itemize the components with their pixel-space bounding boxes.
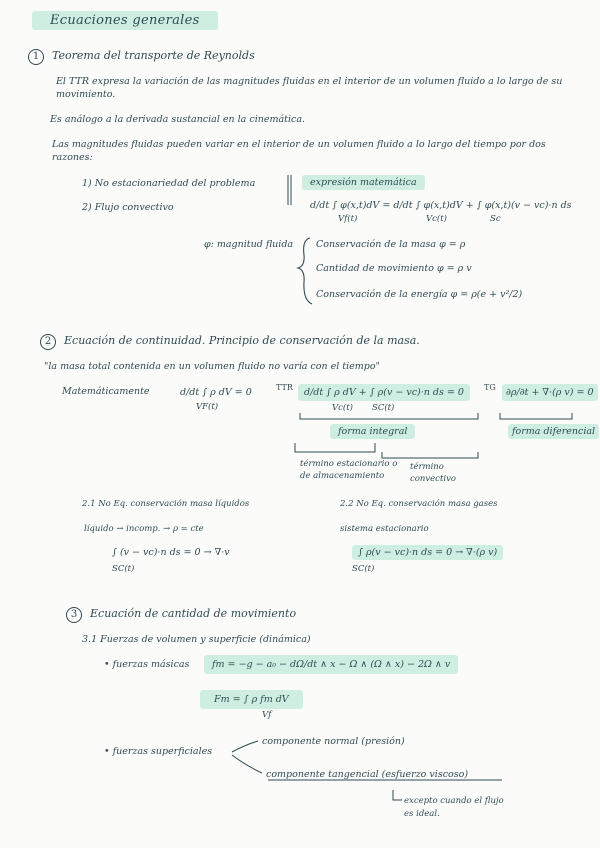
ttr-equation: d/dt ∫ φ(x,t)dV = d/dt ∫ φ(x,t)dV + ∫ φ(x,t)(v − vc)·n ds xyxy=(310,200,572,211)
equation-subscript: SC(t) xyxy=(372,403,395,413)
section-number: 1 xyxy=(28,49,44,65)
section-2-heading xyxy=(40,334,420,350)
equation: ∫ ρ(v − vc)·n ds = 0 → ∇·(ρ v) xyxy=(352,545,503,560)
highlight-label: expresión matemática xyxy=(302,175,425,190)
text-line: líquido → incomp. → ρ = cte xyxy=(84,524,204,534)
page-title: Ecuaciones generales xyxy=(32,11,218,30)
equation-subscript: Vc(t) xyxy=(332,403,353,413)
equation-subscript: SC(t) xyxy=(352,564,375,574)
paragraph: Es análogo a la derivada sustancial en la cinemática. xyxy=(50,114,306,125)
paragraph: El TTR expresa la variación de las magnitudes fluidas en el interior de un volumen fluido a lo largo de su movimiento. xyxy=(56,76,563,100)
term-label: término estacionario o de almacenamiento xyxy=(300,459,398,481)
equation: d/dt ∫ ρ dV = 0 xyxy=(180,387,252,398)
bullet-item: Cantidad de movimiento φ = ρ v xyxy=(316,263,472,274)
equation-text: ∫ (v − vc)·n ds = 0 → ∇·v xyxy=(112,547,230,558)
section-title: Ecuación de cantidad de movimiento xyxy=(90,607,297,620)
equation-integral: d/dt ∫ ρ dV + ∫ ρ(v − vc)·n ds = 0 xyxy=(298,384,470,401)
ttr-label: TTR xyxy=(276,383,293,392)
equation-subscript: VF(t) xyxy=(196,402,219,412)
label: • fuerzas superficiales xyxy=(104,746,213,757)
section-title: Teorema del transporte de Reynolds xyxy=(52,49,255,62)
equation: fm = −g − a₀ − dΩ/dt ∧ x − Ω ∧ (Ω ∧ x) − 2Ω ∧ v xyxy=(204,655,458,674)
label: • fuerzas másicas xyxy=(104,659,190,670)
reason-item: 2) Flujo convectivo xyxy=(82,202,174,213)
note: excepto cuando el flujo es ideal. xyxy=(404,796,504,819)
quote: "la masa total contenida en un volumen fluido no varía con el tiempo" xyxy=(44,361,380,372)
text-line: sistema estacionario xyxy=(340,524,429,534)
equation-subscript: Vc(t) xyxy=(426,214,447,224)
equation-subscript: Sc xyxy=(490,214,501,224)
section-number: 2 xyxy=(40,334,56,350)
equation-differential: ∂ρ/∂t + ∇·(ρ v) = 0 xyxy=(502,384,598,401)
section-1-heading xyxy=(28,49,255,65)
phi-label: φ: magnitud fluida xyxy=(204,239,294,250)
subsection-title: 2.1 No Eq. conservación masa líquidos xyxy=(82,499,250,509)
term-label: término convectivo xyxy=(410,462,456,484)
highlight-label: forma integral xyxy=(330,424,415,439)
component-label: componente normal (presión) xyxy=(262,736,405,747)
subsection-title: 3.1 Fuerzas de volumen y superficie (dinámica) xyxy=(82,634,311,645)
section-3-heading xyxy=(66,607,296,623)
highlight-label: forma diferencial xyxy=(508,424,599,439)
paragraph: Las magnitudes fluidas pueden variar en el interior de un volumen fluido a lo largo del tiempo por dos razones: xyxy=(52,139,546,163)
equation-subscript: SC(t) xyxy=(112,564,135,574)
equation xyxy=(112,547,230,558)
bullet-item: Conservación de la masa φ = ρ xyxy=(316,239,466,250)
equation: Fm = ∫ ρ fm dV xyxy=(200,690,303,709)
equation-subscript: Vf(t) xyxy=(338,214,358,224)
section-title: Ecuación de continuidad. Principio de conservación de la masa. xyxy=(64,334,420,347)
reason-item: 1) No estacionariedad del problema xyxy=(82,178,256,189)
tg-label: TG xyxy=(484,383,496,392)
component-label: componente tangencial (esfuerzo viscoso) xyxy=(266,769,469,780)
bullet-item: Conservación de la energía φ = ρ(e + v²/2) xyxy=(316,289,523,300)
section-number: 3 xyxy=(66,607,82,623)
subsection-title: 2.2 No Eq. conservación masa gases xyxy=(340,499,498,509)
equation-subscript: Vf xyxy=(262,710,272,720)
label: Matemáticamente xyxy=(62,386,150,397)
